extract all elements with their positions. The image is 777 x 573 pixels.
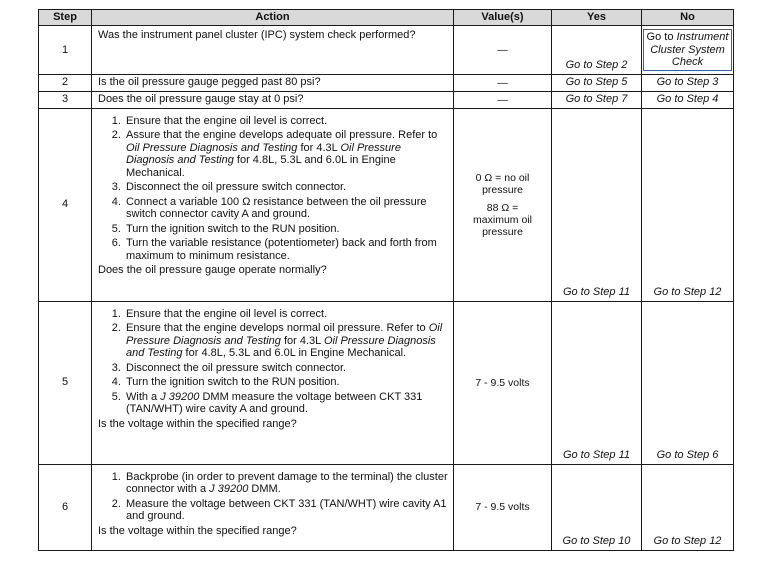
table-row [39, 301, 734, 464]
yes-cell[interactable]: Go to Step 11 [552, 301, 642, 464]
header-row [39, 10, 734, 26]
reference-link[interactable]: Oil Pressure Diagnosis and Testing [126, 141, 298, 154]
substep: 4. Connect a variable 100 Ω resistance between the oil pressure switch connector cavity A and ground. [124, 196, 449, 221]
link-text: Instrument Cluster System Check [650, 31, 729, 68]
substep [124, 391, 449, 416]
step-number: 6 [39, 464, 92, 550]
table-row [39, 91, 734, 108]
value-line: 0 Ω = no oil pressure [475, 171, 530, 196]
no-cell[interactable]: Go to Step 12 [642, 464, 734, 550]
step-question: Was the instrument panel cluster (IPC) system check performed? [98, 29, 416, 41]
substep: 5. Turn the ignition switch to the RUN position. [124, 223, 449, 236]
yes-cell[interactable]: Go to Step 2 [552, 26, 642, 75]
value-cell: — [454, 74, 552, 91]
action-cell [92, 464, 454, 550]
action-cell [92, 91, 454, 108]
substep [124, 129, 449, 179]
substep: 3. Disconnect the oil pressure switch connector. [124, 181, 449, 194]
no-cell[interactable]: Go to Step 12 [642, 108, 734, 301]
reference-link[interactable]: Oil Pressure Diagnosis and Testing [126, 334, 436, 359]
link-prefix: Go to [646, 31, 674, 43]
yes-cell[interactable]: Go to Step 10 [552, 464, 642, 550]
substep-text: Backprobe (in order to prevent damage to the terminal) the cluster connector with a [126, 470, 448, 495]
substep [124, 471, 449, 496]
action-cell [92, 26, 454, 75]
substep: 2. Measure the voltage between CKT 331 (TAN/WHT) wire cavity A1 and ground. [124, 498, 449, 523]
substep-text: for 4.8L, 5.3L and 6.0L in Engine Mechanical. [126, 154, 396, 179]
substep-text: DMM. [251, 483, 281, 495]
header-no: No [642, 10, 734, 26]
instrument-cluster-link[interactable] [643, 29, 732, 71]
header-action: Action [92, 10, 454, 26]
no-cell[interactable]: Go to Step 4 [642, 91, 734, 108]
step-question: Does the oil pressure gauge operate normally? [98, 264, 327, 276]
step-number: 3 [39, 91, 92, 108]
substep-text: for 4.3L [300, 141, 338, 154]
table-row [39, 26, 734, 75]
header-yes: Yes [552, 10, 642, 26]
substep: 1. Ensure that the engine oil level is correct. [124, 308, 449, 321]
step-number: 4 [39, 108, 92, 301]
step-question: Is the voltage within the specified range? [98, 524, 297, 537]
substep: 4. Turn the ignition switch to the RUN position. [124, 376, 449, 389]
table-row [39, 108, 734, 301]
no-cell[interactable]: Go to Step 6 [642, 301, 734, 464]
step-number: 5 [39, 301, 92, 464]
substep-list [98, 308, 449, 416]
substep-text: for 4.8L, 5.3L and 6.0L in Engine Mechanical. [185, 347, 407, 359]
value-cell: — [454, 91, 552, 108]
substep: 1. Ensure that the engine oil level is correct. [124, 115, 449, 128]
step-question: Is the oil pressure gauge pegged past 80 psi? [98, 75, 321, 88]
action-cell [92, 108, 454, 301]
no-cell[interactable]: Go to Step 3 [642, 74, 734, 91]
substep: 6. Turn the variable resistance (potentiometer) back and forth from maximum to minimum resistance. [124, 237, 449, 262]
action-cell [92, 301, 454, 464]
substep-text: DMM measure the voltage between CKT 331 (TAN/WHT) wire cavity A and ground. [126, 390, 423, 415]
diagnostic-table [38, 9, 734, 551]
yes-cell[interactable]: Go to Step 5 [552, 74, 642, 91]
substep-text: Ensure that the engine develops normal oil pressure. Refer to [126, 322, 426, 334]
substep [124, 322, 449, 360]
yes-cell[interactable]: Go to Step 7 [552, 91, 642, 108]
header-values: Value(s) [454, 10, 552, 26]
substep-list [98, 115, 449, 263]
substep: 3. Disconnect the oil pressure switch connector. [124, 362, 449, 375]
substep-text: Assure that the engine develops adequate oil pressure. Refer to [126, 129, 438, 141]
value-dash: — [497, 43, 508, 56]
value-cell: 7 - 9.5 volts [454, 464, 552, 550]
value-cell [454, 26, 552, 75]
table-row [39, 464, 734, 550]
value-cell: 7 - 9.5 volts [454, 301, 552, 464]
header-step: Step [39, 10, 92, 26]
step-number: 1 [39, 26, 92, 75]
substep-list [98, 471, 449, 523]
no-cell [642, 26, 734, 75]
yes-cell[interactable]: Go to Step 11 [552, 108, 642, 301]
step-question: Does the oil pressure gauge stay at 0 psi? [98, 92, 304, 105]
tool-reference: J 39200 [209, 483, 249, 495]
step-number: 2 [39, 74, 92, 91]
reference-link[interactable]: Oil Pressure Diagnosis and Testing [126, 141, 401, 166]
tool-reference: J 39200 [160, 390, 200, 403]
value-line: 88 Ω = maximum oil pressure [473, 201, 532, 238]
substep-text: for 4.3L [283, 334, 321, 347]
reference-link[interactable]: Oil Pressure Diagnosis and Testing [126, 322, 443, 347]
step-question: Is the voltage within the specified range? [98, 417, 297, 430]
value-cell [454, 108, 552, 301]
substep-text: With a [126, 390, 158, 403]
table-row [39, 74, 734, 91]
action-cell [92, 74, 454, 91]
